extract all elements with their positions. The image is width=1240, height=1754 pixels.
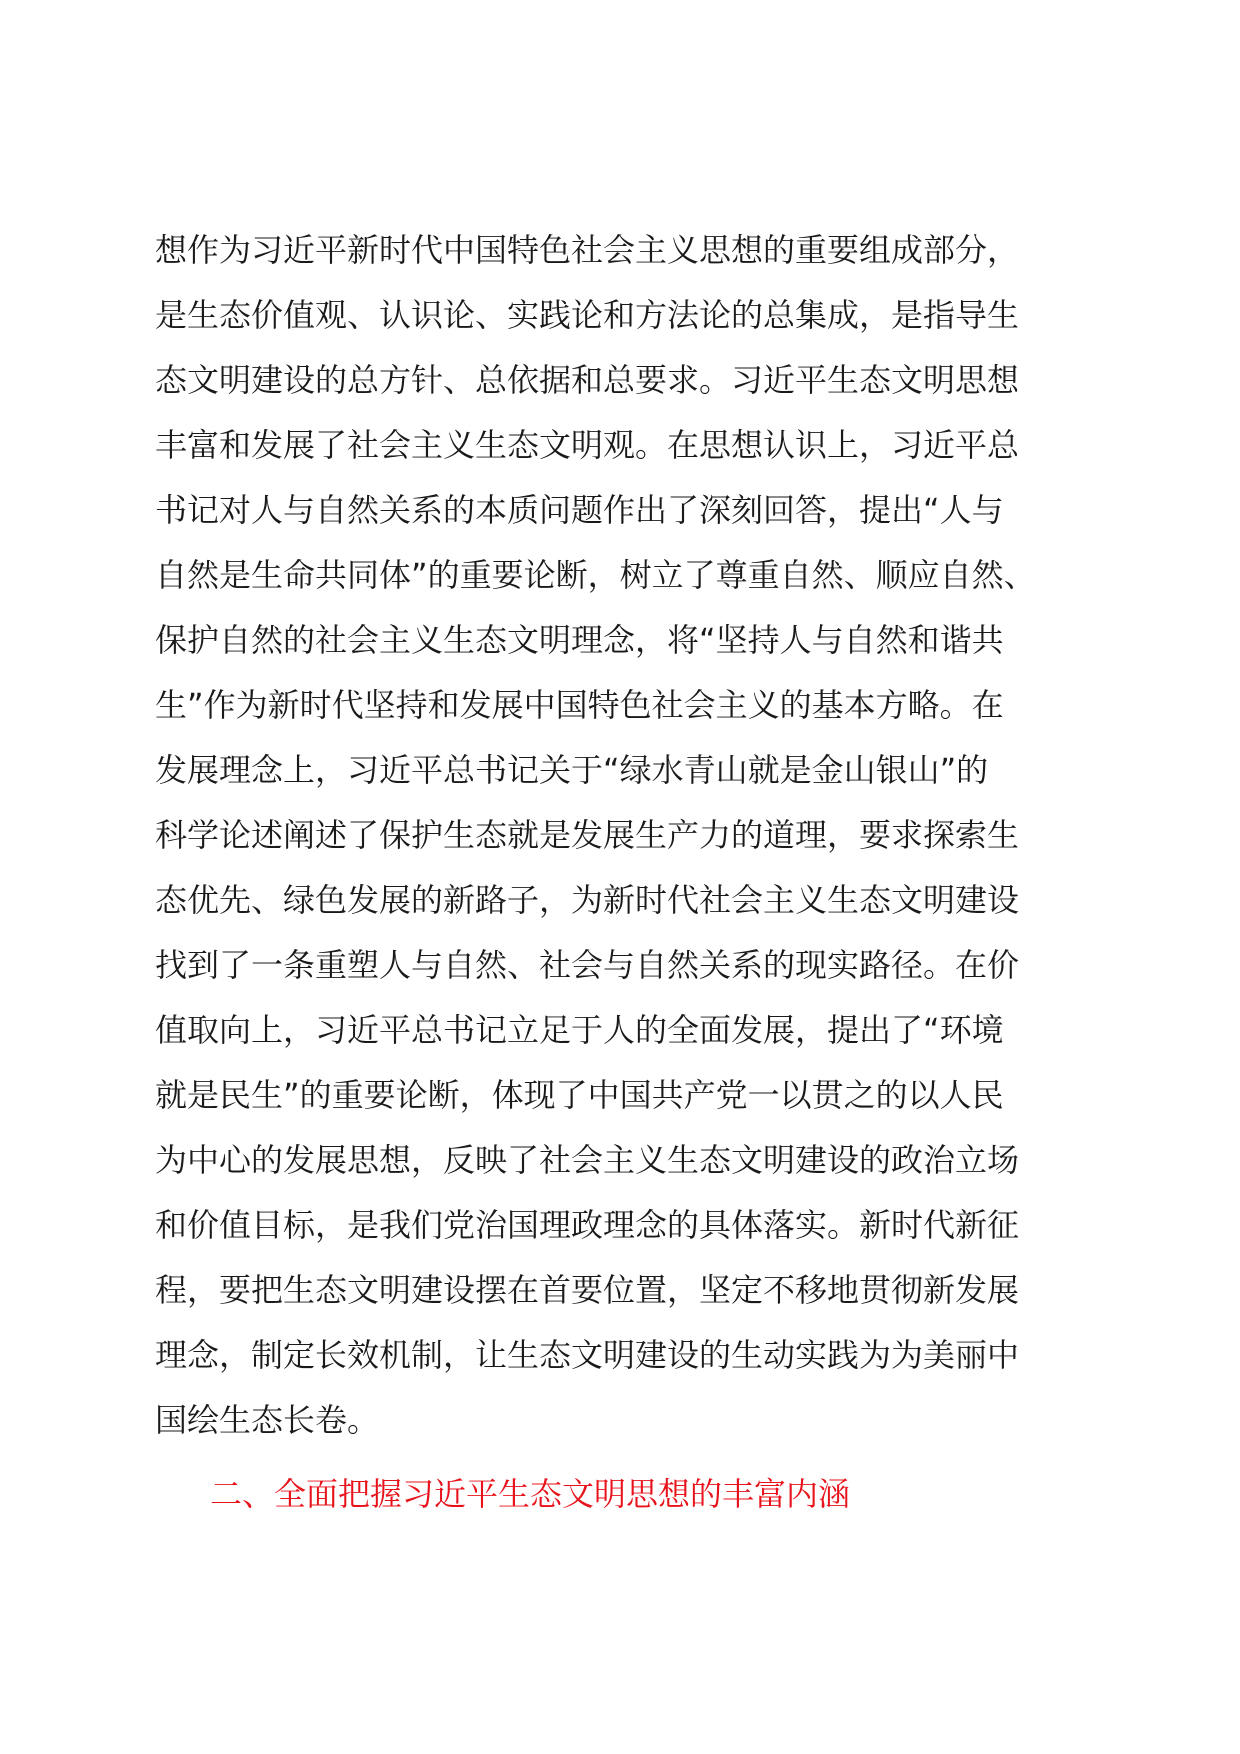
paragraph-line: 和价值目标，是我们党治国理政理念的具体落实。新时代新征 [155,1206,1020,1244]
section-heading: 二、全面把握习近平生态文明思想的丰富内涵 [210,1475,851,1513]
paragraph-line: 书记对人与自然关系的本质问题作出了深刻回答，提出“人与 [155,491,1004,529]
paragraph-line: 想作为习近平新时代中国特色社会主义思想的重要组成部分， [155,231,1020,269]
paragraph-line: 态文明建设的总方针、总依据和总要求。习近平生态文明思想 [155,361,1020,399]
paragraph-line: 国绘生态长卷。 [155,1401,380,1439]
paragraph-line: 值取向上，习近平总书记立足于人的全面发展，提出了“环境 [155,1011,1004,1049]
paragraph-line: 就是民生”的重要论断，体现了中国共产党一以贯之的以人民 [155,1076,1004,1114]
paragraph-line: 找到了一条重塑人与自然、社会与自然关系的现实路径。在价 [155,946,1020,984]
paragraph-line: 理念，制定长效机制，让生态文明建设的生动实践为为美丽中 [155,1336,1020,1374]
paragraph-line: 科学论述阐述了保护生态就是发展生产力的道理，要求探索生 [155,816,1020,854]
paragraph-line: 生”作为新时代坚持和发展中国特色社会主义的基本方略。在 [155,686,1004,724]
paragraph-line: 是生态价值观、认识论、实践论和方法论的总集成，是指导生 [155,296,1020,334]
paragraph-line: 保护自然的社会主义生态文明理念，将“坚持人与自然和谐共 [155,621,1004,659]
body-paragraph [155,218,1075,1453]
paragraph-line: 态优先、绿色发展的新路子，为新时代社会主义生态文明建设 [155,881,1020,919]
paragraph-line: 程，要把生态文明建设摆在首要位置，坚定不移地贯彻新发展 [155,1271,1020,1309]
paragraph-line: 发展理念上，习近平总书记关于“绿水青山就是金山银山”的 [155,751,989,789]
paragraph-line: 自然是生命共同体”的重要论断，树立了尊重自然、顺应自然、 [155,556,1036,594]
paragraph-line: 丰富和发展了社会主义生态文明观。在思想认识上，习近平总 [155,426,1020,464]
paragraph-line: 为中心的发展思想，反映了社会主义生态文明建设的政治立场 [155,1141,1020,1179]
